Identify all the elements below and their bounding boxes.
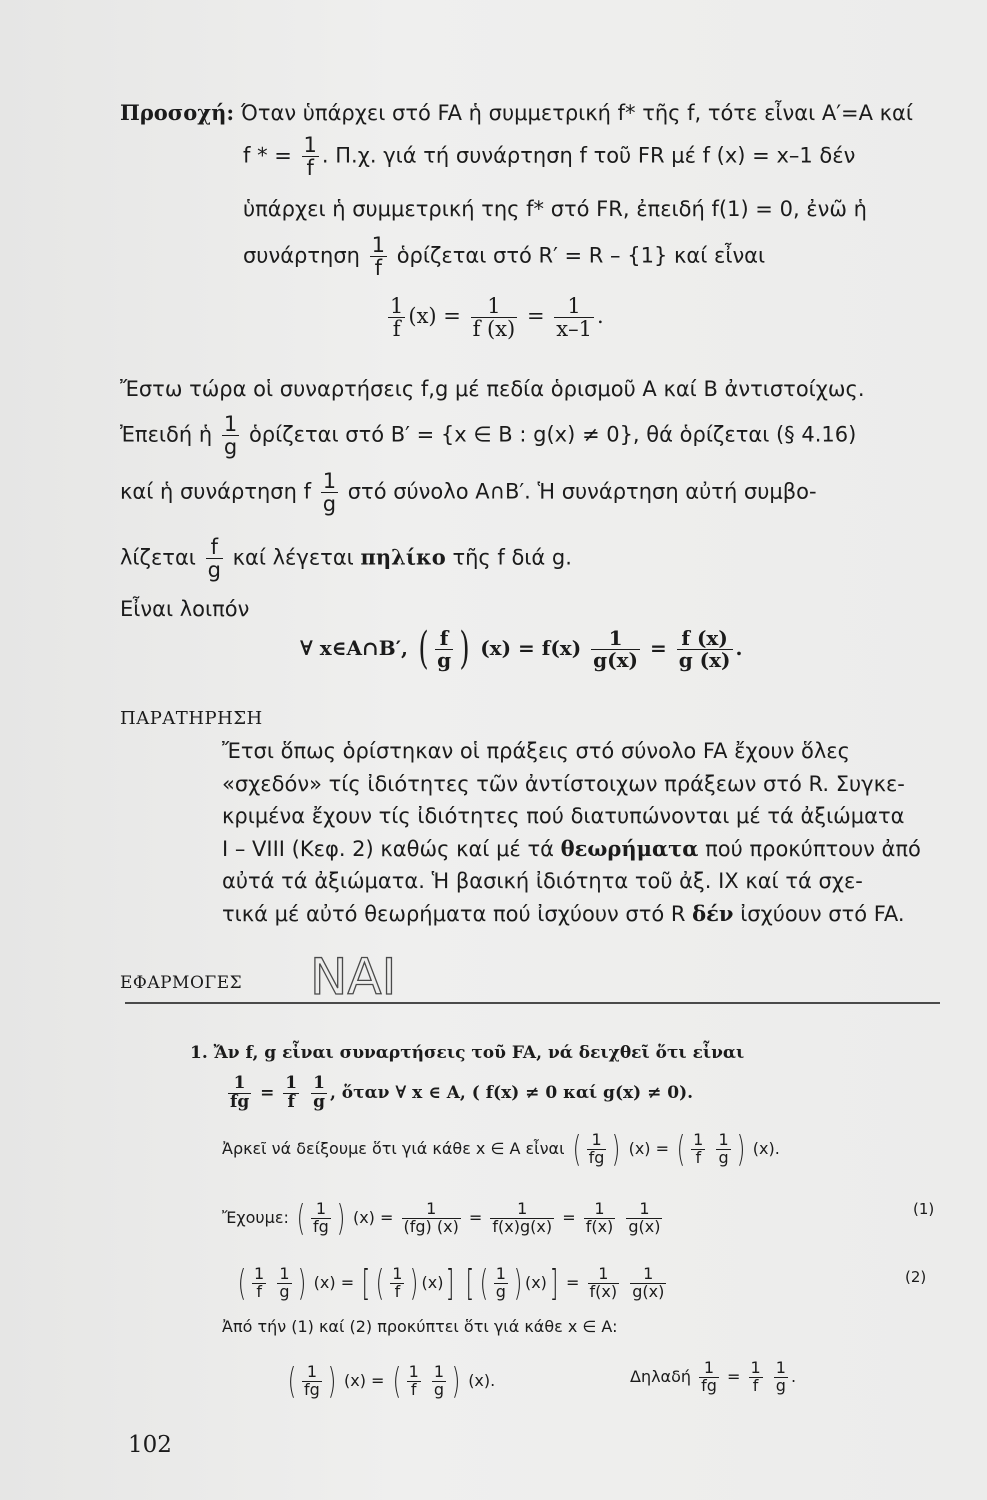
para-line-3: καί ἡ συνάρτηση f $\frac{1}{g}$ στό σύνολο A∩B′. Ἡ συνάρτηση αὐτή συμβο-: [120, 469, 817, 517]
applications-heading: ΕΦΑΡΜΟΓΕΣ: [120, 973, 243, 993]
exercise-1-statement: $\frac{1}{fg}$ = $\frac{1}{f}$ $\frac{1}{g}$ , ὅταν ∀ x ∈ A, ( f(x) ≠ 0 καί g(x) ≠ 0).: [230, 1073, 694, 1112]
exercise-1-title: 1. Ἄν f, g εἶναι συναρτήσεις τοῦ FA, νά δειχθεῖ ὅτι εἶναι: [190, 1043, 745, 1063]
notice-label: Προσοχή:: [120, 100, 235, 125]
fraction-one-over-g: $\frac{1}{g}$: [223, 412, 238, 460]
final-equality: ( $\frac{1}{fg}$ ) (x) = ( $\frac{1}{f}$ $\frac{1}{g}$ ) (x).: [287, 1361, 496, 1402]
equation-number-2: (2): [905, 1268, 927, 1286]
suffices-line: Ἀρκεῖ νά δείξουμε ὅτι γιά κάθε x ∈ A εἶναι ( $\frac{1}{fg}$ ) (x) = ( $\frac{1}{f}$ $\frac{1}{g}$ ) (x).: [222, 1129, 780, 1170]
fraction-one-over-f: $\frac{1}{f}$: [303, 133, 317, 181]
equation-number-1: (1): [913, 1200, 935, 1218]
para-line-4: λίζεται $\frac{f}{g}$ καί λέγεται πηλίκο τῆς f διά g.: [120, 535, 572, 583]
fraction-f-over-g: $\frac{f}{g}$: [207, 535, 221, 583]
notice-line-4: συνάρτηση $\frac{1}{f}$ ὁρίζεται στό R′ = R – {1} καί εἶναι: [243, 233, 766, 281]
product-line: ( $\frac{1}{f}$ $\frac{1}{g}$ ) (x) = [ ( $\frac{1}{f}$ ) (x)] [ ( $\frac{1}{g}$ ) (x)] = $\frac{1}{f(x)}$ $\frac{1}{g(x)}$: [237, 1263, 665, 1304]
page-number: 102: [128, 1432, 172, 1458]
notice-line-1: Προσοχή: Όταν ὑπάρχει στό FA ἡ συμμετρική f* τῆς f, τότε εἶναι A′=A καί: [120, 100, 913, 125]
notice-formula: $\frac{1}{f}$ (x) = $\frac{1}{f (x)}$ = $\frac{1}{x-1}$ .: [390, 294, 604, 342]
para-line-5: Εἶναι λοιπόν: [120, 597, 250, 621]
notice-line-3: ὑπάρχει ἡ συμμετρική της f* στό FR, ἐπειδή f(1) = 0, ἐνῶ ἡ: [243, 197, 867, 221]
bleed-through-mark: ​: [206, 30, 224, 112]
remark-line-2: «σχεδόν» τίς ἰδιότητες τῶν ἀντίστοιχων πράξεων στό R. Συγκε-: [222, 772, 905, 796]
section-divider: [125, 1002, 940, 1004]
have-line: Ἔχουμε: ( $\frac{1}{fg}$ ) (x) = $\frac{1}{(fg) (x)}$ = $\frac{1}{f(x)g(x)}$ = $\frac{1}{f(x)}$ $\frac{1}{g(x)}$: [222, 1198, 661, 1239]
svg-text:NAI: NAI: [310, 948, 397, 1001]
handwritten-annotation: [308, 946, 428, 1001]
remark-heading: ΠΑΡΑΤΗΡΗΣΗ: [120, 708, 263, 729]
remark-line-6: τικά μέ αὐτό θεωρήματα πού ἰσχύουν στό R δέν ἰσχύουν στό FA.: [222, 901, 905, 926]
term-quotient: πηλίκο: [360, 544, 446, 570]
remark-line-3: κριμένα ἔχουν τίς ἰδιότητες πού διατυπώνονται μέ τά ἀξιώματα: [222, 804, 905, 828]
fraction-one-over-g: $\frac{1}{g}$: [322, 469, 337, 517]
quotient-formula: ∀ x∈A∩B′, ( $\frac{f}{g}$ ) (x) = f(x) $\frac{1}{g(x)}$ = $\frac{f (x)}{g (x)}$ .: [300, 623, 743, 674]
remark-line-4: I – VIII (Κεφ. 2) καθώς καί μέ τά θεωρήματα πού προκύπτουν ἀπό: [222, 836, 921, 861]
hence-equality: Δηλαδή $\frac{1}{fg}$ = $\frac{1}{f}$ $\frac{1}{g}$ .: [630, 1358, 797, 1395]
remark-line-1: Ἔτσι ὅπως ὁρίστηκαν οἱ πράξεις στό σύνολο FA ἔχουν ὅλες: [222, 739, 850, 763]
remark-line-5: αὐτά τά ἀξιώματα. Ἡ βασική ἰδιότητα τοῦ ἀξ. IX καί τά σχε-: [222, 869, 863, 893]
fraction-one-over-f: $\frac{1}{f}$: [371, 233, 385, 281]
para-line-1: Ἔστω τώρα οἱ συναρτήσεις f,g μέ πεδία ὁρισμοῦ A καί B ἀντιστοίχως.: [120, 377, 865, 401]
notice-line-2: f * = $\frac{1}{f}$ . Π.χ. γιά τή συνάρτηση f τοῦ FR μέ f (x) = x–1 δέν: [243, 133, 856, 181]
para-line-2: Ἐπειδή ἡ $\frac{1}{g}$ ὁρίζεται στό B′ = {x ∈ B : g(x) ≠ 0}, θά ὁρίζεται (§ 4.16): [120, 412, 857, 460]
term-theorems: θεωρήματα: [560, 836, 699, 861]
conclusion-line: Ἀπό τήν (1) καί (2) προκύπτει ὅτι γιά κάθε x ∈ A:: [222, 1317, 618, 1336]
